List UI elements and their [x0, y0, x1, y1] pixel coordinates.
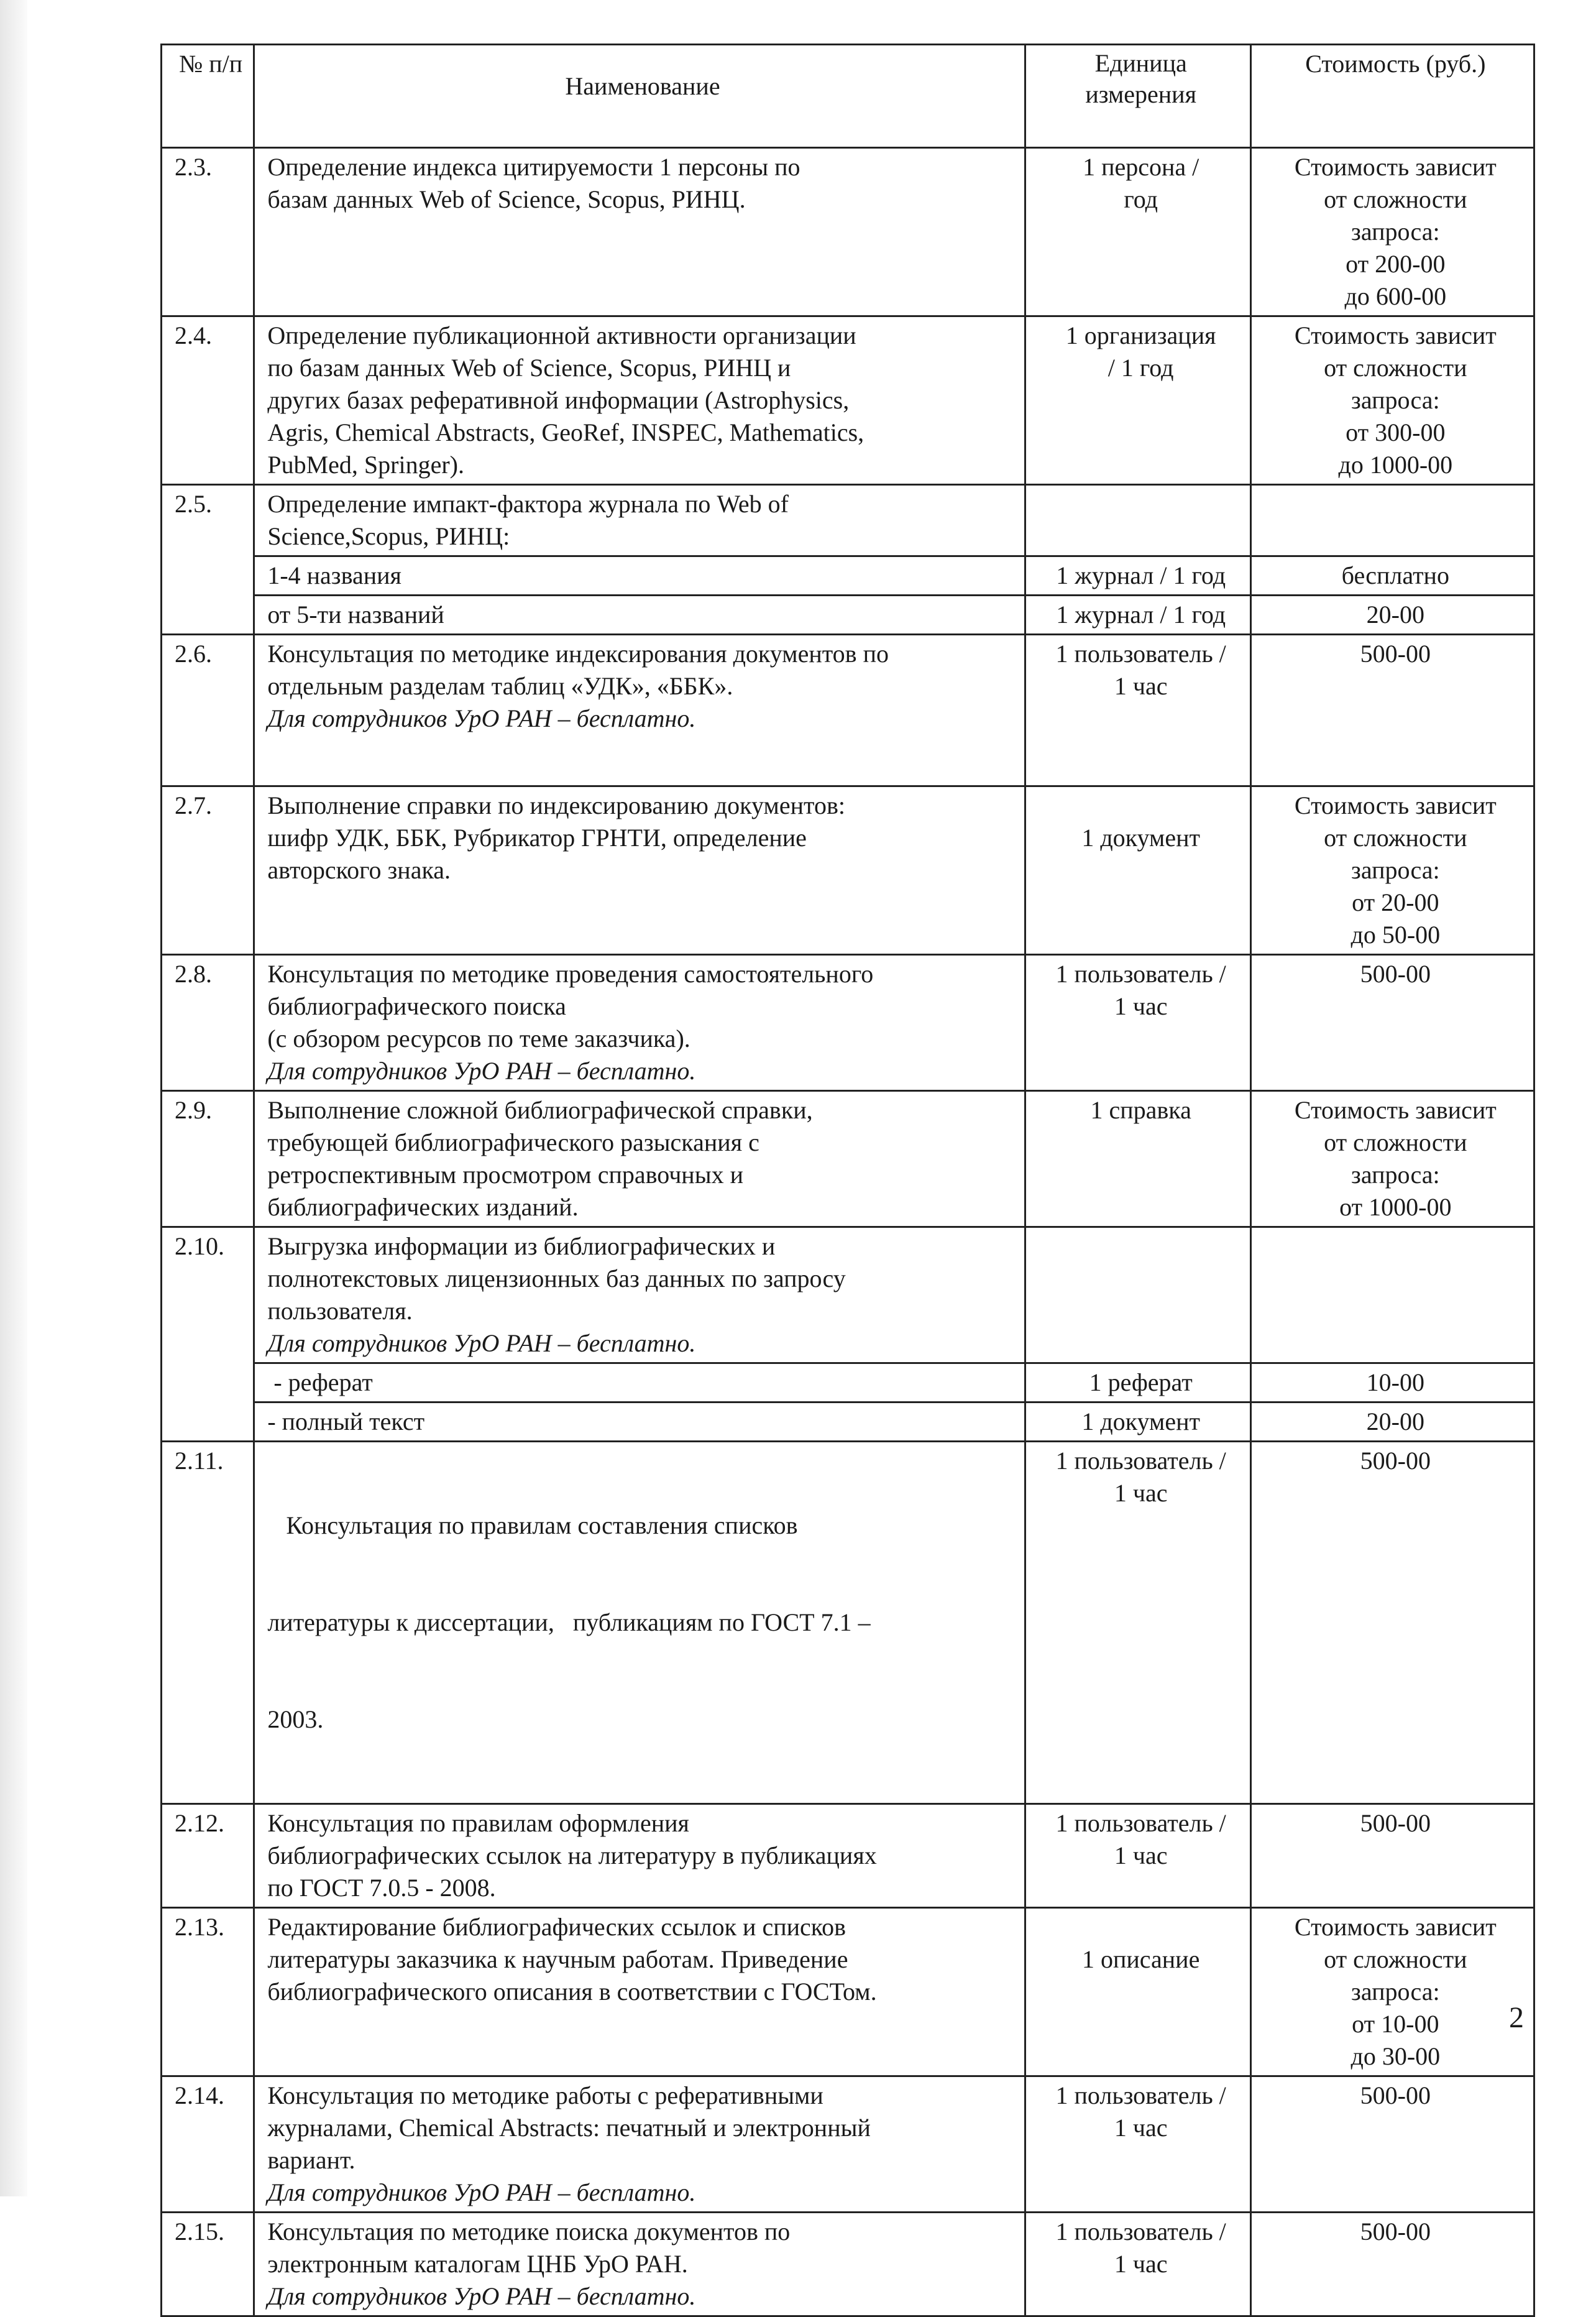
row-name — [254, 1804, 1025, 1908]
name-line: библиографического описания в соответствии с ГОСТом. — [267, 1978, 877, 2006]
unit-line: 1 пользователь / — [1055, 2218, 1226, 2246]
row-cost: 500-00 — [1250, 2213, 1534, 2316]
subrow-name: 1-4 названия — [254, 556, 1025, 596]
unit-line: 1 справка — [1090, 1096, 1191, 1124]
row-name — [254, 2213, 1025, 2316]
cost-line: от сложности — [1324, 824, 1467, 852]
cost-line: Стоимость зависит — [1294, 791, 1497, 819]
row-unit — [1025, 2213, 1250, 2316]
row-unit — [1025, 148, 1250, 316]
subrow-cost: 20-00 — [1250, 596, 1534, 635]
table-row — [162, 1908, 1534, 2076]
subrow-cost: 10-00 — [1250, 1363, 1534, 1403]
row-number: 2.11. — [162, 1442, 254, 1804]
table-row — [162, 148, 1534, 316]
staff-free-note: Для сотрудников УрО РАН – бесплатно. — [267, 1057, 696, 1085]
cost-line: от 10-00 — [1352, 2010, 1439, 2038]
name-line: отдельным разделам таблиц «УДК», «ББК». — [267, 672, 733, 700]
staff-free-note: Для сотрудников УрО РАН – бесплатно. — [267, 1329, 696, 1357]
name-line: литературы заказчика к научным работам. Приведение — [267, 1945, 848, 1973]
row-name — [254, 1227, 1025, 1363]
name-line: PubMed, Springer). — [267, 451, 464, 479]
name-line: Выполнение сложной библиографической справки, — [267, 1096, 813, 1124]
table-subrow — [162, 1363, 1534, 1403]
table-subrow — [162, 556, 1534, 596]
row-name — [254, 148, 1025, 316]
unit-line: 1 организация — [1065, 321, 1216, 349]
row-name — [254, 316, 1025, 485]
name-line: базам данных Web of Science, Scopus, РИНЦ. — [267, 185, 746, 213]
header-unit-line: измерения — [1085, 80, 1196, 108]
unit-line: 1 час — [1114, 2114, 1168, 2142]
name-line: требующей библиографического разыскания с — [267, 1128, 759, 1156]
cost-line: до 600-00 — [1344, 282, 1447, 310]
unit-line: 1 пользователь / — [1055, 960, 1226, 988]
row-unit — [1025, 1908, 1250, 2076]
table-row — [162, 1804, 1534, 1908]
name-line: ретроспективным просмотром справочных и — [267, 1161, 743, 1189]
staff-free-note: Для сотрудников УрО РАН – бесплатно. — [267, 704, 696, 732]
cost-line: Стоимость зависит — [1294, 1096, 1497, 1124]
unit-line: 1 пользователь / — [1055, 2081, 1226, 2109]
row-number: 2.3. — [162, 148, 254, 316]
name-line: Консультация по правилам составления списков — [267, 1511, 798, 1539]
row-number: 2.6. — [162, 635, 254, 786]
subrow-name: - полный текст — [254, 1403, 1025, 1442]
name-line: пользователя. — [267, 1297, 413, 1325]
name-line: Science,Scopus, РИНЦ: — [267, 522, 510, 550]
name-line: Редактирование библиографических ссылок и списков — [267, 1913, 846, 1941]
row-number: 2.4. — [162, 316, 254, 485]
cost-line: Стоимость зависит — [1294, 321, 1497, 349]
table-row — [162, 1442, 1534, 1804]
row-cost-empty — [1250, 1227, 1534, 1363]
header-name: Наименование — [254, 45, 1025, 148]
row-cost: 500-00 — [1250, 2076, 1534, 2213]
row-unit-empty — [1025, 485, 1250, 556]
row-number: 2.14. — [162, 2076, 254, 2213]
header-cost: Стоимость (руб.) — [1250, 45, 1534, 148]
scan-edge-shadow — [0, 0, 27, 2196]
table-row — [162, 635, 1534, 786]
row-number: 2.9. — [162, 1091, 254, 1227]
cost-line: от 1000-00 — [1339, 1193, 1452, 1221]
row-number: 2.5. — [162, 485, 254, 635]
row-number: 2.12. — [162, 1804, 254, 1908]
row-unit — [1025, 1804, 1250, 1908]
name-line: Выполнение справки по индексированию документов: — [267, 791, 845, 819]
row-cost: 500-00 — [1250, 955, 1534, 1091]
staff-free-note: Для сотрудников УрО РАН – бесплатно. — [267, 2178, 696, 2206]
unit-line: 1 час — [1114, 1841, 1168, 1869]
name-line: Выгрузка информации из библиографических и — [267, 1232, 776, 1260]
row-cost — [1250, 316, 1534, 485]
subrow-cost: 20-00 — [1250, 1403, 1534, 1442]
cost-line: от 20-00 — [1352, 888, 1439, 916]
name-line: (с обзором ресурсов по теме заказчика). — [267, 1025, 690, 1053]
row-unit — [1025, 316, 1250, 485]
table-row — [162, 485, 1534, 556]
subrow-cost: бесплатно — [1250, 556, 1534, 596]
table-subrow — [162, 1403, 1534, 1442]
header-number: № п/п — [162, 45, 254, 148]
unit-line: 1 описание — [1081, 1945, 1200, 1973]
cost-line: от 300-00 — [1346, 418, 1446, 446]
unit-line: 1 персона / — [1083, 153, 1199, 181]
row-name — [254, 1908, 1025, 2076]
name-line: других базах реферативной информации (Astrophysics, — [267, 386, 850, 414]
table-row — [162, 1227, 1534, 1363]
row-unit — [1025, 786, 1250, 955]
name-line: Определение публикационной активности организации — [267, 321, 856, 349]
cost-line: от сложности — [1324, 1128, 1467, 1156]
row-name — [254, 635, 1025, 786]
table-header-row — [162, 45, 1534, 148]
unit-line: 1 час — [1114, 672, 1168, 700]
name-line: Agris, Chemical Abstracts, GeoRef, INSPEC, Mathematics, — [267, 418, 864, 446]
cost-line: Стоимость зависит — [1294, 1913, 1497, 1941]
row-number: 2.15. — [162, 2213, 254, 2316]
cost-line: Стоимость зависит — [1294, 153, 1497, 181]
row-unit — [1025, 2076, 1250, 2213]
cost-line: от 200-00 — [1346, 250, 1446, 278]
row-cost-empty — [1250, 485, 1534, 556]
row-unit — [1025, 1091, 1250, 1227]
cost-line: запроса: — [1351, 856, 1440, 884]
row-unit — [1025, 1442, 1250, 1804]
row-number: 2.7. — [162, 786, 254, 955]
table-row — [162, 2076, 1534, 2213]
name-line: Консультация по методике проведения самостоятельного — [267, 960, 874, 988]
unit-line: 1 пользователь / — [1055, 1447, 1226, 1475]
unit-line: 1 пользователь / — [1055, 640, 1226, 668]
cost-line: до 1000-00 — [1338, 451, 1453, 479]
header-unit-line: Единица — [1094, 49, 1187, 77]
subrow-name: - реферат — [254, 1363, 1025, 1403]
table-row — [162, 2213, 1534, 2316]
staff-free-note: Для сотрудников УрО РАН – бесплатно. — [267, 2282, 696, 2310]
table-subrow — [162, 596, 1534, 635]
name-line: Консультация по методике работы с реферативными — [267, 2081, 823, 2109]
name-line: 2003. — [267, 1705, 324, 1733]
price-list-table — [160, 44, 1535, 2317]
row-name — [254, 2076, 1025, 2213]
name-line: вариант. — [267, 2146, 355, 2174]
unit-line: 1 документ — [1081, 824, 1200, 852]
row-name — [254, 1442, 1025, 1804]
table-row — [162, 786, 1534, 955]
name-line: электронным каталогам ЦНБ УрО РАН. — [267, 2250, 688, 2278]
cost-line: от сложности — [1324, 354, 1467, 382]
name-line: по базам данных Web of Science, Scopus, РИНЦ и — [267, 354, 791, 382]
unit-line: / 1 год — [1108, 354, 1174, 382]
row-cost: 500-00 — [1250, 1804, 1534, 1908]
row-number: 2.8. — [162, 955, 254, 1091]
row-cost: 500-00 — [1250, 635, 1534, 786]
name-line: журналами, Chemical Abstracts: печатный и электронный — [267, 2114, 871, 2142]
row-unit-empty — [1025, 1227, 1250, 1363]
cost-line: запроса: — [1351, 1978, 1440, 2006]
unit-line: 1 час — [1114, 1479, 1168, 1507]
unit-line: 1 час — [1114, 2250, 1168, 2278]
name-line: литературы к диссертации, публикациям по ГОСТ 7.1 – — [267, 1608, 871, 1636]
row-number: 2.13. — [162, 1908, 254, 2076]
row-cost — [1250, 148, 1534, 316]
name-line: Определение индекса цитируемости 1 персоны по — [267, 153, 800, 181]
name-line: полнотекстовых лицензионных баз данных по запросу — [267, 1264, 846, 1292]
cost-line: до 50-00 — [1351, 921, 1441, 949]
name-line: библиографического поиска — [267, 992, 566, 1020]
cost-line: запроса: — [1351, 218, 1440, 246]
unit-line: 1 час — [1114, 992, 1168, 1020]
cost-line: до 30-00 — [1351, 2042, 1441, 2070]
row-name — [254, 955, 1025, 1091]
cost-line: от сложности — [1324, 1945, 1467, 1973]
table-row — [162, 955, 1534, 1091]
row-cost: 500-00 — [1250, 1442, 1534, 1804]
name-line: Консультация по методике поиска документов по — [267, 2218, 791, 2246]
row-cost — [1250, 786, 1534, 955]
name-line: по ГОСТ 7.0.5 - 2008. — [267, 1874, 496, 1902]
table-row — [162, 316, 1534, 485]
subrow-unit: 1 документ — [1025, 1403, 1250, 1442]
page-number: 2 — [1509, 2001, 1524, 2034]
unit-line: год — [1124, 185, 1158, 213]
subrow-unit: 1 журнал / 1 год — [1025, 596, 1250, 635]
name-line: Консультация по правилам оформления — [267, 1809, 689, 1837]
cost-line: запроса: — [1351, 386, 1440, 414]
row-name — [254, 1091, 1025, 1227]
row-unit — [1025, 955, 1250, 1091]
subrow-unit: 1 реферат — [1025, 1363, 1250, 1403]
row-name — [254, 485, 1025, 556]
name-line: шифр УДК, ББК, Рубрикатор ГРНТИ, определение — [267, 824, 807, 852]
row-number: 2.10. — [162, 1227, 254, 1442]
name-line: библиографических ссылок на литературу в публикациях — [267, 1841, 877, 1869]
subrow-name: от 5-ти названий — [254, 596, 1025, 635]
name-line: авторского знака. — [267, 856, 451, 884]
table-row — [162, 1091, 1534, 1227]
cost-line: запроса: — [1351, 1161, 1440, 1189]
row-unit — [1025, 635, 1250, 786]
row-name — [254, 786, 1025, 955]
name-line: библиографических изданий. — [267, 1193, 579, 1221]
name-line: Определение импакт-фактора журнала по Web of — [267, 490, 789, 518]
header-unit — [1025, 45, 1250, 148]
subrow-unit: 1 журнал / 1 год — [1025, 556, 1250, 596]
name-line: Консультация по методике индексирования документов по — [267, 640, 889, 668]
unit-line: 1 пользователь / — [1055, 1809, 1226, 1837]
cost-line: от сложности — [1324, 185, 1467, 213]
row-cost — [1250, 1908, 1534, 2076]
row-cost — [1250, 1091, 1534, 1227]
